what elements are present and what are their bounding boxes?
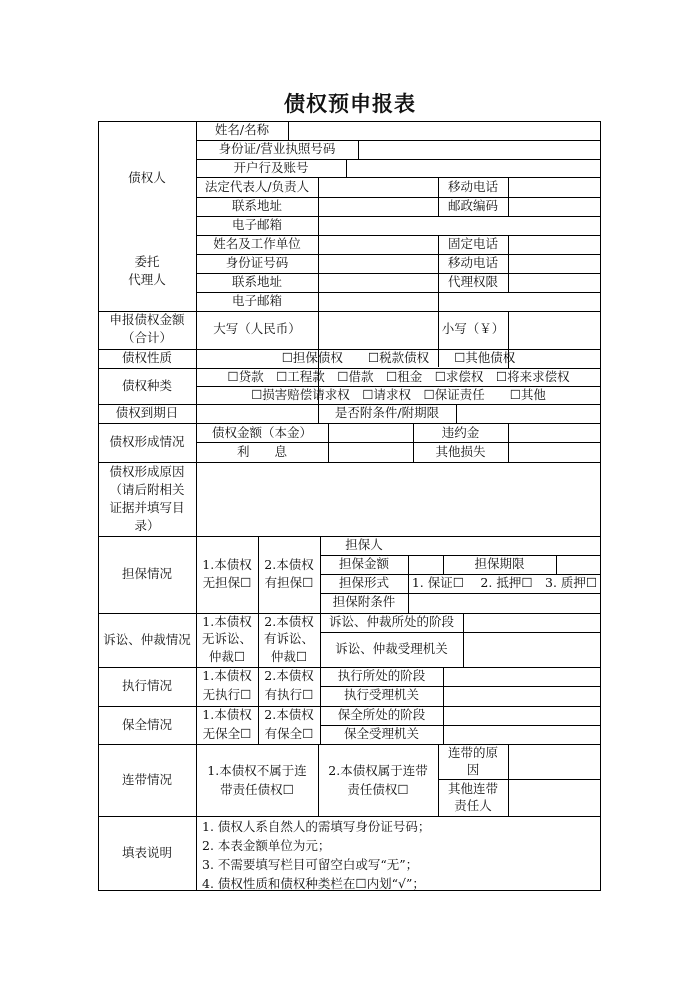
preservation-authority-label: 保全受理机关 <box>343 726 419 741</box>
amount-label: （合计） <box>121 330 172 345</box>
litigation-option-has[interactable]: 有诉讼、 <box>263 631 314 646</box>
joint-reason-label: 连带的原 <box>447 745 498 760</box>
penalty-label: 违约金 <box>441 425 480 440</box>
creditor-postcode-label: 邮政编码 <box>447 198 498 213</box>
creditor-legal-rep-label: 法定代表人/负责人 <box>204 179 310 194</box>
column-divider <box>408 593 409 613</box>
joint-label: 连带情况 <box>121 772 172 787</box>
guarantee-amount-label: 担保金额 <box>338 556 389 571</box>
formation-label: 债权形成情况 <box>109 434 185 449</box>
amount-capital-label: 大写（人民币） <box>213 321 301 336</box>
preservation-stage-label: 保全所处的阶段 <box>337 707 426 722</box>
interest-label: 利 息 <box>236 444 287 459</box>
column-divider <box>443 706 444 744</box>
row-divider <box>98 423 601 424</box>
instruction-item: 2. 本表金额单位为元； <box>202 838 331 853</box>
creditor-name-label: 姓名/名称 <box>214 122 270 137</box>
agent-name-label: 姓名及工作单位 <box>213 236 301 251</box>
column-divider <box>443 667 444 706</box>
guarantee-form-label: 担保形式 <box>338 575 389 590</box>
litigation-option-has[interactable]: 2.本债权 <box>264 614 314 629</box>
due-condition-label: 是否附条件/附期限 <box>334 405 440 420</box>
agent-landline-label: 固定电话 <box>447 236 498 251</box>
execution-authority-label: 执行受理机关 <box>343 687 419 702</box>
instructions-list <box>202 817 430 893</box>
execution-stage-label: 执行所处的阶段 <box>337 668 426 683</box>
execution-option-has[interactable]: 有执行☐ <box>264 687 314 702</box>
execution-option-none[interactable]: 1.本债权 <box>202 668 252 683</box>
creditor-bank-label: 开户行及账号 <box>233 160 309 175</box>
row-divider <box>438 779 601 780</box>
types-label: 债权种类 <box>121 378 172 393</box>
guarantee-form-options[interactable]: 1. 保证☐ 2. 抵押☐ 3. 质押☐ <box>411 575 598 590</box>
instruction-item: 4. 债权性质和债权种类栏在☐内划“√”； <box>202 876 425 891</box>
preservation-option-has[interactable]: 有保全☐ <box>264 726 314 741</box>
row-divider <box>196 442 601 443</box>
column-divider <box>508 744 509 816</box>
column-divider <box>508 423 509 462</box>
litigation-option-none[interactable]: 无诉讼、 <box>201 631 252 646</box>
instruction-item: 1. 债权人系自然人的需填写身份证号码； <box>202 819 431 834</box>
litigation-stage-label: 诉讼、仲裁所处的阶段 <box>328 614 454 629</box>
column-divider <box>463 613 464 632</box>
column-divider <box>456 404 457 423</box>
types-options[interactable]: ☐贷款 ☐工程款 ☐借款 ☐租金 ☐求偿权 ☐将来求偿权 <box>227 369 570 384</box>
preservation-label: 保全情况 <box>121 717 172 732</box>
litigation-option-none[interactable]: 1.本债权 <box>202 614 252 629</box>
column-divider <box>556 555 557 574</box>
litigation-authority-label: 诉讼、仲裁受理机关 <box>335 641 448 656</box>
creditor-mobile-label: 移动电话 <box>447 179 498 194</box>
joint-other-label: 责任人 <box>454 798 492 813</box>
instruction-item: 3. 不需要填写栏目可留空白或写“无”； <box>202 857 419 872</box>
agent-authority-label: 代理权限 <box>447 274 498 289</box>
agent-address-label: 联系地址 <box>231 274 282 289</box>
column-divider <box>358 140 359 159</box>
creditor-section-label: 债权人 <box>128 170 166 185</box>
row-divider <box>320 632 601 633</box>
joint-option-is[interactable]: 2.本债权属于连带 <box>328 763 428 778</box>
litigation-option-has[interactable]: 仲裁☐ <box>270 649 308 664</box>
preservation-option-none[interactable]: 无保全☐ <box>202 726 252 741</box>
litigation-label: 诉讼、仲裁情况 <box>103 632 191 647</box>
preservation-option-has[interactable]: 2.本债权 <box>264 707 314 722</box>
reason-label: 债权形成原因 <box>109 464 185 479</box>
row-divider <box>98 462 601 463</box>
guarantee-label: 担保情况 <box>121 566 172 581</box>
nature-options[interactable]: ☐担保债权 ☐税款债权 ☐其他债权 <box>281 350 516 365</box>
column-divider <box>463 632 464 667</box>
joint-other-label: 其他连带 <box>447 781 498 796</box>
other-loss-label: 其他损失 <box>435 444 486 459</box>
agent-section-label: 代理人 <box>128 272 166 287</box>
nature-label: 债权性质 <box>121 350 172 365</box>
agent-mobile-label: 移动电话 <box>447 255 498 270</box>
amount-label: 申报债权金额 <box>109 312 185 327</box>
agent-id-label: 身份证号码 <box>225 255 289 270</box>
page-title: 债权预申报表 <box>284 91 416 116</box>
column-divider <box>288 121 289 140</box>
column-divider <box>318 744 319 816</box>
amount-small-label: 小写（￥） <box>441 321 505 336</box>
reason-label: （请后附相关 <box>109 482 185 497</box>
guarantee-period-label: 担保期限 <box>474 556 525 571</box>
creditor-email-label: 电子邮箱 <box>231 217 282 232</box>
preservation-option-none[interactable]: 1.本债权 <box>202 707 252 722</box>
row-divider <box>196 177 601 178</box>
types-options[interactable]: ☐损害赔偿请求权 ☐请求权 ☐保证责任 ☐其他 <box>251 387 546 402</box>
row-divider <box>98 744 601 745</box>
litigation-option-none[interactable]: 仲裁☐ <box>208 649 246 664</box>
guarantor-label: 担保人 <box>345 537 383 552</box>
execution-option-has[interactable]: 2.本债权 <box>264 668 314 683</box>
joint-option-not[interactable]: 1.本债权不属于连 <box>207 763 307 778</box>
column-divider <box>508 235 509 292</box>
column-divider <box>508 311 509 349</box>
reason-label: 录） <box>134 518 160 533</box>
debt-declaration-form <box>98 121 601 891</box>
guarantee-conditions-label: 担保附条件 <box>332 594 396 609</box>
principal-label: 债权金额（本金） <box>211 425 312 440</box>
guarantee-option-has[interactable]: 有担保☐ <box>264 575 314 590</box>
column-divider <box>328 423 329 462</box>
creditor-id-label: 身份证/营业执照号码 <box>218 141 336 156</box>
column-divider <box>346 159 347 177</box>
guarantee-option-none[interactable]: 无担保☐ <box>202 575 252 590</box>
guarantee-option-has[interactable]: 2.本债权 <box>264 557 314 572</box>
guarantee-option-none[interactable]: 1.本债权 <box>202 557 252 572</box>
agent-email-label: 电子邮箱 <box>231 293 282 308</box>
agent-section-label: 委托 <box>134 254 160 269</box>
joint-option-is[interactable]: 责任债权☐ <box>347 782 409 797</box>
joint-option-not[interactable]: 带责任债权☐ <box>220 782 294 797</box>
execution-label: 执行情况 <box>121 678 172 693</box>
creditor-address-label: 联系地址 <box>231 198 282 213</box>
instructions-label: 填表说明 <box>121 845 172 860</box>
execution-option-none[interactable]: 无执行☐ <box>202 687 252 702</box>
due-date-label: 债权到期日 <box>115 405 179 420</box>
joint-reason-label: 因 <box>466 762 480 777</box>
reason-label: 证据并填写目 <box>109 500 185 515</box>
